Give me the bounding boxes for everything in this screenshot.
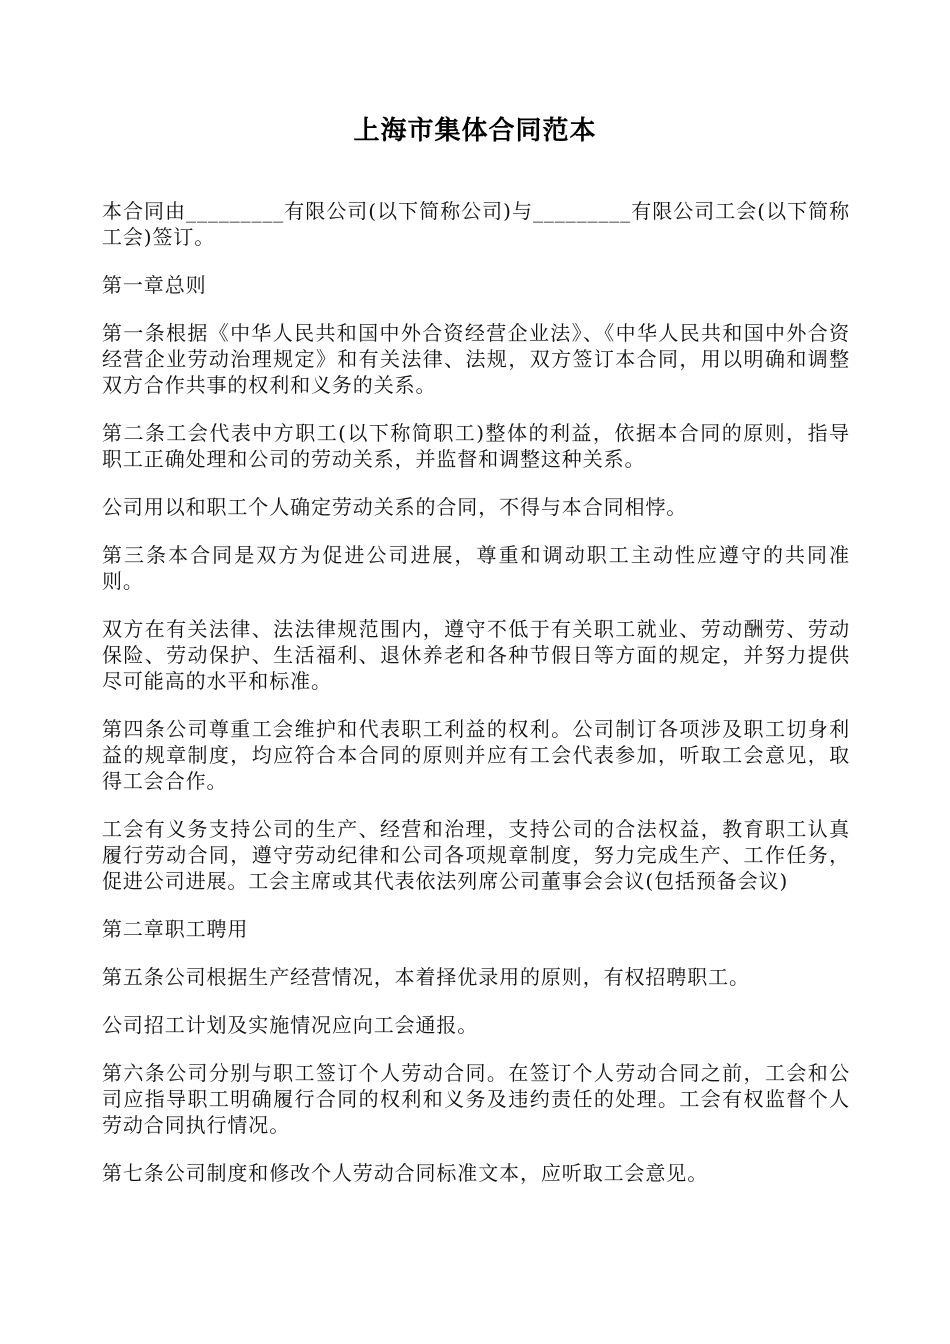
article-2-note-paragraph: 公司用以和职工个人确定劳动关系的合同，不得与本合同相悖。 xyxy=(102,495,688,519)
chapter-heading-2: 第二章职工聘用 xyxy=(102,917,249,941)
article-7-paragraph: 第七条公司制度和修改个人劳动合同标准文本，应听取工会意见。 xyxy=(102,1161,709,1185)
article-5-paragraph: 第五条公司根据生产经营情况，本着择优录用的原则，有权招聘职工。 xyxy=(102,965,750,989)
article-4-detail-paragraph: 工会有义务支持公司的生产、经营和治理，支持公司的合法权益，教育职工认真履行劳动合同，遵守劳动纪律和公司各项规章制度，努力完成生产、工作任务，促进公司进展。工会主席或其代表依法列席公司董事会会议(包括预备会议) xyxy=(102,817,850,893)
document-body xyxy=(102,198,850,1208)
article-2-paragraph: 第二条工会代表中方职工(以下称简职工)整体的利益，依据本合同的原则，指导职工正确处理和公司的劳动关系，并监督和调整这种关系。 xyxy=(102,421,850,471)
intro-paragraph: 本合同由_________有限公司(以下简称公司)与_________有限公司工会(以下简称工会)签订。 xyxy=(102,199,850,249)
document-title: 上海市集体合同范本 xyxy=(353,116,597,146)
article-1-paragraph: 第一条根据《中华人民共和国中外合资经营企业法》、《中华人民共和国中外合资经营企业劳动治理规定》和有关法律、法规，双方签订本合同，用以明确和调整双方合作共事的权利和义务的关系。 xyxy=(102,321,850,397)
article-4-paragraph: 第四条公司尊重工会维护和代表职工利益的权利。公司制订各项涉及职工切身利益的规章制度，均应符合本合同的原则并应有工会代表参加，听取工会意见，取得工会合作。 xyxy=(102,717,850,793)
article-5-note-paragraph: 公司招工计划及实施情况应向工会通报。 xyxy=(102,1013,479,1037)
chapter-heading-1: 第一章总则 xyxy=(102,273,207,297)
article-3-detail-paragraph: 双方在有关法律、法法律规范围内，遵守不低于有关职工就业、劳动酬劳、劳动保险、劳动保护、生活福利、退休养老和各种节假日等方面的规定，并努力提供尽可能高的水平和标准。 xyxy=(102,617,850,693)
article-3-paragraph: 第三条本合同是双方为促进公司进展，尊重和调动职工主动性应遵守的共同准则。 xyxy=(102,543,850,593)
article-6-paragraph: 第六条公司分别与职工签订个人劳动合同。在签订个人劳动合同之前，工会和公司应指导职工明确履行合同的权利和义务及违约责任的处理。工会有权监督个人劳动合同执行情况。 xyxy=(102,1061,850,1137)
